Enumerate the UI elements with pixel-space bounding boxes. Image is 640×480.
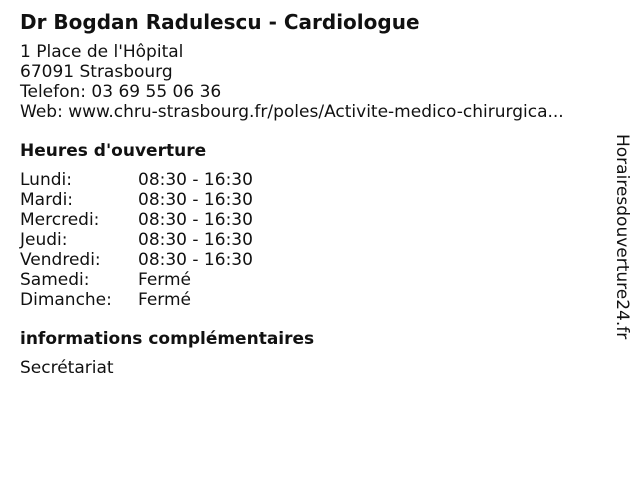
day-label: Lundi: (20, 170, 72, 190)
opening-time: 08:30 - 16:30 (138, 190, 253, 210)
business-card (20, 8, 600, 378)
day-label: Mardi: (20, 190, 74, 210)
address-street: 1 Place de l'Hôpital (20, 42, 184, 62)
opening-time: Fermé (138, 290, 192, 310)
phone-number[interactable]: Telefon: 03 69 55 06 36 (20, 82, 222, 102)
day-label: Mercredi: (20, 210, 100, 230)
hours-row (20, 230, 253, 250)
website-link[interactable]: Web: www.chru-strasbourg.fr/poles/Activite-medico-chirurgica... (20, 102, 564, 122)
hours-heading: Heures d'ouverture (20, 141, 207, 161)
hours-row (20, 250, 253, 270)
site-brand-vertical: Horairesdouverture24.fr (612, 134, 632, 340)
info-text: Secrétariat (20, 358, 114, 378)
hours-row (20, 210, 253, 230)
opening-time: 08:30 - 16:30 (138, 250, 253, 270)
opening-time: 08:30 - 16:30 (138, 230, 253, 250)
page-title: Dr Bogdan Radulescu - Cardiologue (20, 10, 420, 34)
opening-time: 08:30 - 16:30 (138, 170, 253, 190)
day-label: Jeudi: (20, 230, 68, 250)
day-label: Vendredi: (20, 250, 101, 270)
info-heading: informations complémentaires (20, 329, 315, 349)
hours-row (20, 190, 253, 210)
hours-row (20, 270, 253, 290)
address-block (20, 42, 600, 122)
day-label: Samedi: (20, 270, 90, 290)
hours-table (20, 170, 253, 310)
day-label: Dimanche: (20, 290, 112, 310)
opening-time: Fermé (138, 270, 192, 290)
hours-row (20, 290, 253, 310)
hours-row (20, 170, 253, 190)
opening-time: 08:30 - 16:30 (138, 210, 253, 230)
address-city: 67091 Strasbourg (20, 62, 173, 82)
